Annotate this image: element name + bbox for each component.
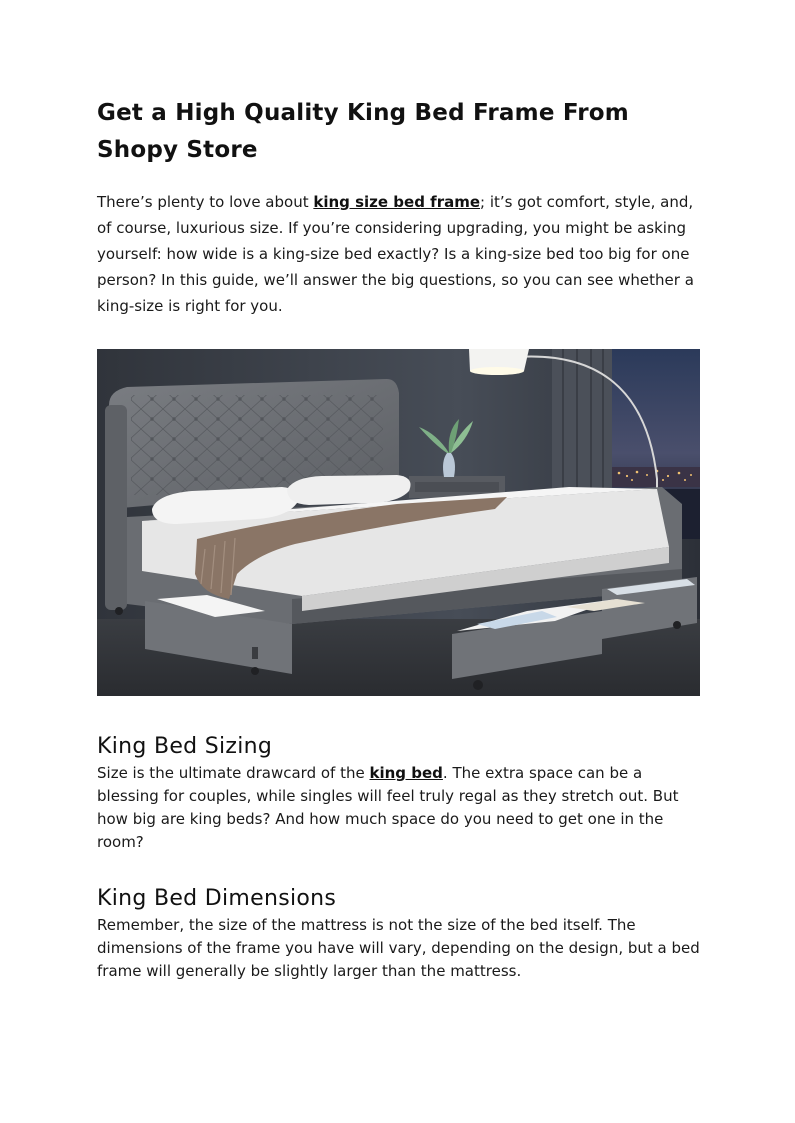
section-paragraph-king-bed-sizing: Size is the ultimate drawcard of the king bed. The extra space can be a blessing for couples, while singles will feel truly regal as they stretch out. But how big are king beds? And how much space do you need to get one in the room? (97, 764, 679, 851)
intro-paragraph: There’s plenty to love about king size bed frame; it’s got comfort, style, and, of course, luxurious size. If you’re considering upgrading, you might be asking yourself: how wide is a king-size bed exactly? Is a king-size bed too big for one person? In this guide, we’ll answer the big questions, so you can see whether a king-size is right for you. (97, 193, 694, 315)
king-bed-link[interactable]: king bed (369, 764, 443, 782)
king-bed-photo (97, 349, 700, 696)
page-title: Get a High Quality King Bed Frame From Shopy Store (97, 100, 629, 163)
section-heading-king-bed-dimensions: King Bed Dimensions (97, 886, 337, 911)
article (97, 95, 702, 983)
section-heading-king-bed-sizing: King Bed Sizing (97, 734, 273, 759)
king-size-bed-frame-link[interactable]: king size bed frame (313, 193, 481, 211)
section-paragraph-king-bed-dimensions: Remember, the size of the mattress is not the size of the bed itself. The dimensions of the frame you have will vary, depending on the design, but a bed frame will generally be slightly larger than the mattress. (97, 916, 700, 980)
